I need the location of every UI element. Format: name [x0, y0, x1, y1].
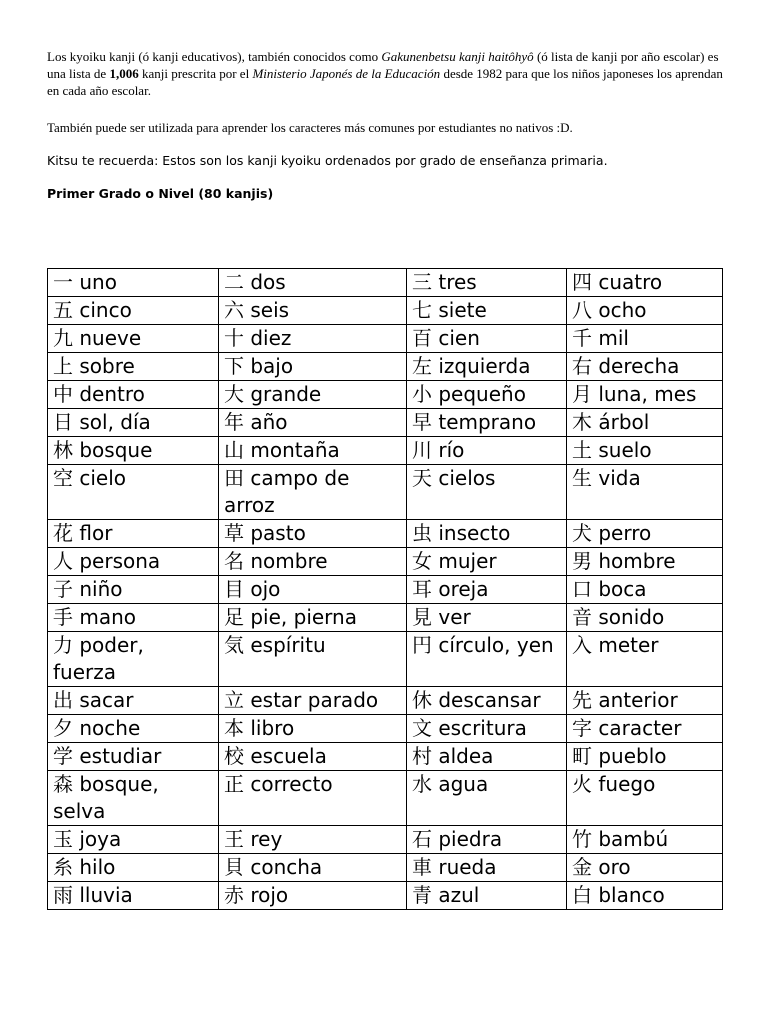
table-row [48, 604, 723, 632]
kanji-cell: 右 derecha [567, 353, 723, 381]
kanji-cell: 木 árbol [567, 409, 723, 437]
reminder-paragraph: Kitsu te recuerda: Estos son los kanji kyoiku ordenados por grado de enseñanza primaria. [47, 153, 608, 168]
kanji-cell: 大 grande [219, 381, 407, 409]
kanji-cell: 気 espíritu [219, 632, 407, 687]
table-row [48, 771, 723, 826]
kanji-cell: 千 mil [567, 325, 723, 353]
kanji-cell: 青 azul [407, 882, 567, 910]
table-row [48, 297, 723, 325]
kanji-cell: 赤 rojo [219, 882, 407, 910]
kanji-cell: 正 correcto [219, 771, 407, 826]
kanji-cell: 見 ver [407, 604, 567, 632]
kanji-cell: 三 tres [407, 269, 567, 297]
table-row [48, 715, 723, 743]
kanji-cell: 音 sonido [567, 604, 723, 632]
kanji-cell: 玉 joya [48, 826, 219, 854]
kanji-cell: 雨 lluvia [48, 882, 219, 910]
kanji-cell: 四 cuatro [567, 269, 723, 297]
table-row [48, 743, 723, 771]
kanji-cell: 花 flor [48, 520, 219, 548]
usage-paragraph: También puede ser utilizada para aprender los caracteres más comunes por estudiantes no nativos :D. [47, 120, 573, 135]
kanji-cell: 字 caracter [567, 715, 723, 743]
table-row [48, 882, 723, 910]
intro-paragraph [47, 48, 727, 99]
kanji-cell: 十 diez [219, 325, 407, 353]
table-row [48, 520, 723, 548]
kanji-cell: 立 estar parado [219, 687, 407, 715]
kanji-cell: 糸 hilo [48, 854, 219, 882]
text-run: (ó lista de kanji por año escolar) es una lista de [47, 49, 719, 81]
kanji-cell: 林 bosque [48, 437, 219, 465]
table-row [48, 465, 723, 520]
kanji-cell: 先 anterior [567, 687, 723, 715]
kanji-cell: 七 siete [407, 297, 567, 325]
kanji-cell: 土 suelo [567, 437, 723, 465]
kanji-cell: 貝 concha [219, 854, 407, 882]
kanji-cell: 空 cielo [48, 465, 219, 520]
kanji-cell: 名 nombre [219, 548, 407, 576]
kanji-cell: 手 mano [48, 604, 219, 632]
kanji-cell: 虫 insecto [407, 520, 567, 548]
kanji-cell: 百 cien [407, 325, 567, 353]
kanji-cell: 円 círculo, yen [407, 632, 567, 687]
table-row [48, 548, 723, 576]
kanji-cell: 目 ojo [219, 576, 407, 604]
kanji-cell: 男 hombre [567, 548, 723, 576]
kanji-cell: 人 persona [48, 548, 219, 576]
kanji-cell: 学 estudiar [48, 743, 219, 771]
text-run: kanji prescrita por el [138, 66, 253, 81]
kanji-cell: 耳 oreja [407, 576, 567, 604]
kanji-cell: 九 nueve [48, 325, 219, 353]
kanji-cell: 校 escuela [219, 743, 407, 771]
text-run: Los kyoiku kanji (ó kanji educativos), también conocidos como [47, 49, 382, 64]
table-row [48, 269, 723, 297]
kanji-cell: 足 pie, pierna [219, 604, 407, 632]
kanji-cell: 八 ocho [567, 297, 723, 325]
kanji-cell: 夕 noche [48, 715, 219, 743]
italic-term: Gakunenbetsu kanji haitôhyô [381, 49, 534, 64]
kanji-cell: 森 bosque, selva [48, 771, 219, 826]
kanji-cell: 下 bajo [219, 353, 407, 381]
kanji-cell: 火 fuego [567, 771, 723, 826]
table-row [48, 353, 723, 381]
italic-term: Ministerio Japonés de la Educación [252, 66, 441, 81]
text-run: desde 1982 para que los niños japoneses los aprendan en cada año escolar. [47, 66, 723, 98]
kanji-cell: 町 pueblo [567, 743, 723, 771]
kanji-cell: 白 blanco [567, 882, 723, 910]
bold-number: 1,006 [109, 66, 139, 81]
kanji-cell: 早 temprano [407, 409, 567, 437]
kanji-cell: 山 montaña [219, 437, 407, 465]
kanji-cell: 五 cinco [48, 297, 219, 325]
kanji-cell: 日 sol, día [48, 409, 219, 437]
kanji-cell: 天 cielos [407, 465, 567, 520]
table-row [48, 409, 723, 437]
kanji-cell: 上 sobre [48, 353, 219, 381]
table-row [48, 632, 723, 687]
kanji-cell: 草 pasto [219, 520, 407, 548]
kanji-table [47, 268, 723, 910]
kanji-cell: 出 sacar [48, 687, 219, 715]
kanji-cell: 中 dentro [48, 381, 219, 409]
kanji-cell: 二 dos [219, 269, 407, 297]
kanji-cell: 村 aldea [407, 743, 567, 771]
table-row [48, 576, 723, 604]
kanji-cell: 石 piedra [407, 826, 567, 854]
kanji-cell: 金 oro [567, 854, 723, 882]
kanji-cell: 生 vida [567, 465, 723, 520]
kanji-cell: 女 mujer [407, 548, 567, 576]
kanji-cell: 水 agua [407, 771, 567, 826]
kanji-cell: 文 escritura [407, 715, 567, 743]
kanji-cell: 力 poder, fuerza [48, 632, 219, 687]
table-row [48, 381, 723, 409]
kanji-cell: 子 niño [48, 576, 219, 604]
kanji-cell: 口 boca [567, 576, 723, 604]
kanji-cell: 車 rueda [407, 854, 567, 882]
kanji-cell: 六 seis [219, 297, 407, 325]
kanji-cell: 年 año [219, 409, 407, 437]
kanji-cell: 田 campo de arroz [219, 465, 407, 520]
kanji-cell: 本 libro [219, 715, 407, 743]
kanji-cell: 休 descansar [407, 687, 567, 715]
kanji-cell: 入 meter [567, 632, 723, 687]
kanji-cell: 王 rey [219, 826, 407, 854]
table-row [48, 687, 723, 715]
kanji-cell: 左 izquierda [407, 353, 567, 381]
table-row [48, 826, 723, 854]
table-row [48, 325, 723, 353]
kanji-cell: 小 pequeño [407, 381, 567, 409]
table-row [48, 437, 723, 465]
table-row [48, 854, 723, 882]
kanji-cell: 一 uno [48, 269, 219, 297]
grade-heading: Primer Grado o Nivel (80 kanjis) [47, 186, 274, 201]
kanji-cell: 犬 perro [567, 520, 723, 548]
kanji-cell: 川 río [407, 437, 567, 465]
kanji-cell: 月 luna, mes [567, 381, 723, 409]
kanji-cell: 竹 bambú [567, 826, 723, 854]
